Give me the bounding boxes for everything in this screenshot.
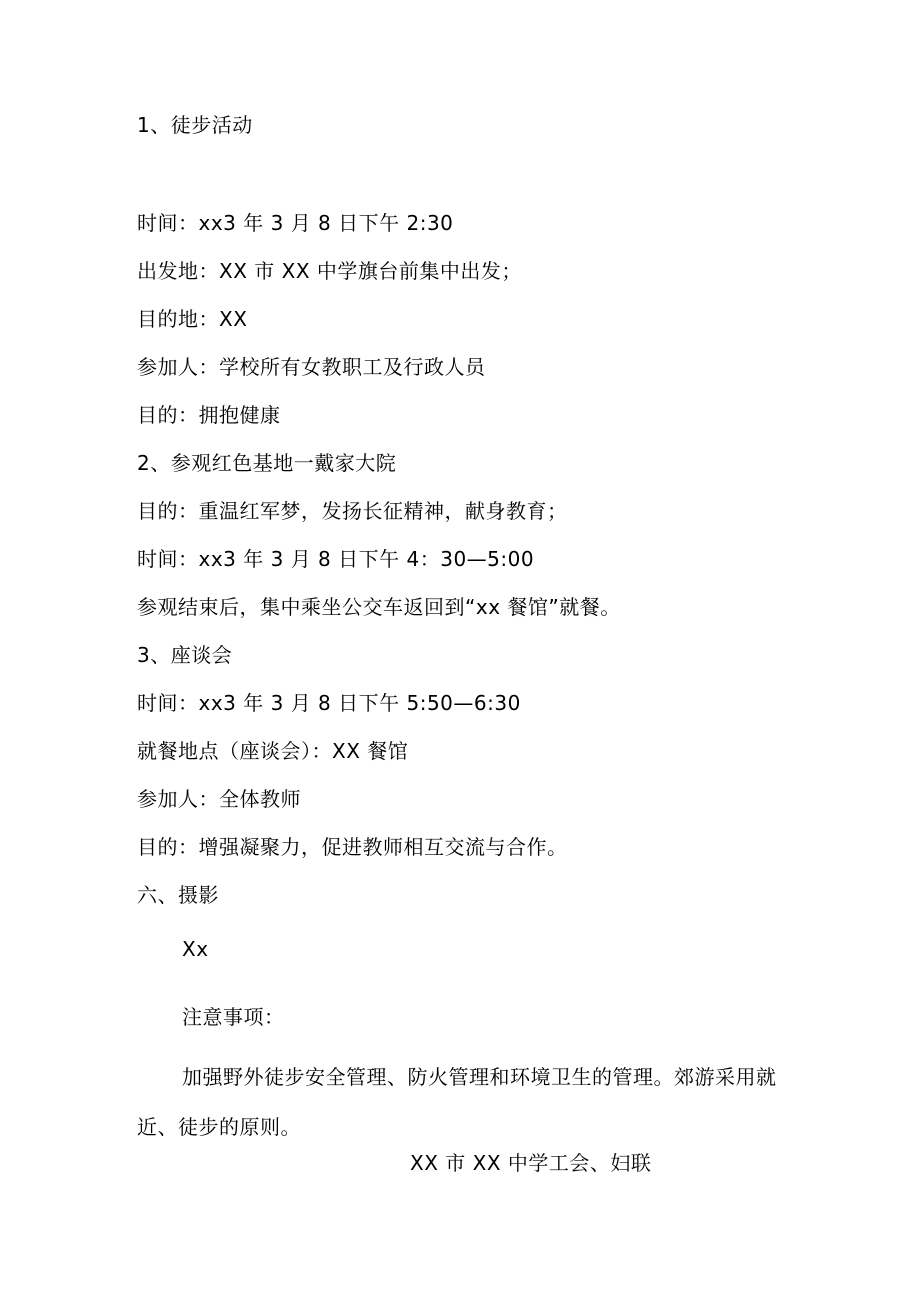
photographer-name: Xx <box>182 937 209 961</box>
visit-purpose: 目的：重温红军梦，发扬长征精神，献身教育； <box>137 499 568 523</box>
symposium-purpose: 目的：增强凝聚力，促进教师相互交流与合作。 <box>137 835 568 859</box>
symposium-participants: 参加人：全体教师 <box>137 787 301 811</box>
hiking-participants: 参加人：学校所有女教职工及行政人员 <box>137 355 486 379</box>
section-heading-symposium: 3、座谈会 <box>137 643 233 667</box>
hiking-departure-place: 出发地：XX 市 XX 中学旗台前集中出发； <box>137 259 522 283</box>
section-heading-photography: 六、摄影 <box>137 883 219 907</box>
symposium-time: 时间：xx3 年 3 月 8 日下午 5:50—6:30 <box>137 691 521 715</box>
signature-organization: XX 市 XX 中学工会、妇联 <box>410 1151 652 1175</box>
section-heading-visit: 2、参观红色基地一戴家大院 <box>137 451 397 475</box>
notes-paragraph: 加强野外徒步安全管理、防火管理和环境卫生的管理。郊游采用就近、徒步的原则。 <box>137 1065 777 1139</box>
symposium-location: 就餐地点（座谈会）：XX 餐馆 <box>137 739 409 763</box>
visit-after-note: 参观结束后，集中乘坐公交车返回到“xx 餐馆”就餐。 <box>137 595 621 619</box>
hiking-destination: 目的地：XX <box>137 307 248 331</box>
hiking-time: 时间：xx3 年 3 月 8 日下午 2:30 <box>137 211 454 235</box>
hiking-purpose: 目的：拥抱健康 <box>137 403 281 427</box>
visit-time: 时间：xx3 年 3 月 8 日下午 4：30—5:00 <box>137 547 535 571</box>
notes-heading: 注意事项： <box>182 1005 285 1029</box>
section-heading-hiking: 1、徒步活动 <box>137 113 253 137</box>
